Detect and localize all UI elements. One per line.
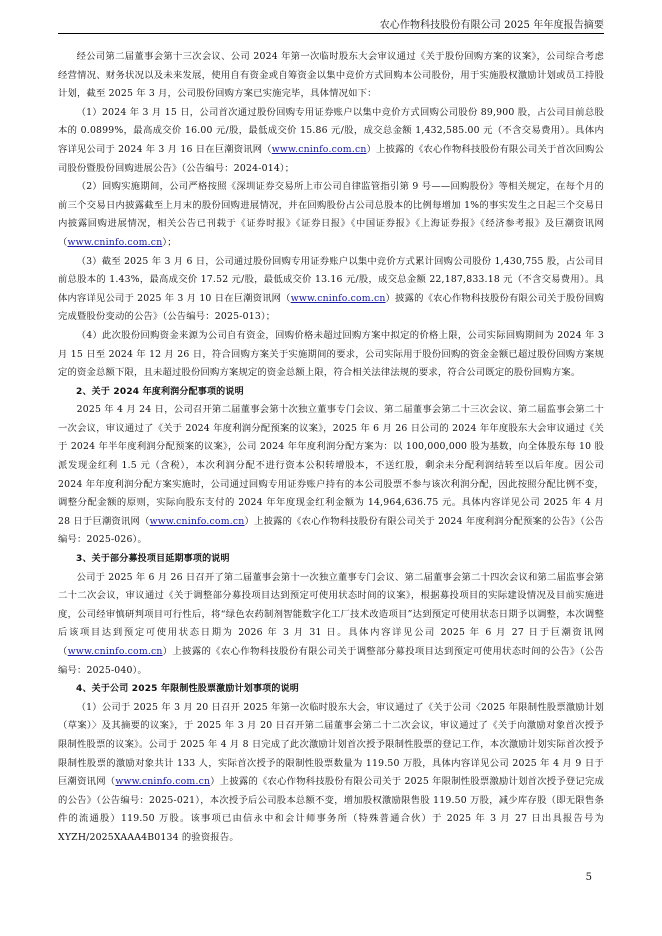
repurchase-item-2-text-end: ）； <box>162 236 177 248</box>
dividend-body <box>58 401 604 550</box>
page-number: 5 <box>585 872 592 883</box>
cninfo-link[interactable]: www.cninfo.com.cn <box>67 646 163 657</box>
repurchase-item-3-text-end: ）披露的《农心作物科技股份有限公司关于股份回购完成暨股份变动的公告》（公告编号：2025-013）； <box>58 292 605 323</box>
header-divider <box>58 33 604 34</box>
repurchase-item-1 <box>58 104 604 178</box>
incentive-body <box>58 699 604 848</box>
fundraising-heading: 3、关于部分募投项目延期事项的说明 <box>76 554 230 565</box>
dividend-heading: 2、关于 2024 年度利润分配事项的说明 <box>76 386 244 397</box>
fundraising-body-text-end: ）上披露的《农心作物科技股份有限公司关于调整部分募投项目达到预定可使用状态时间的公告》（公告编号：2025-040）。 <box>58 646 604 676</box>
incentive-heading: 4、关于公司 2025 年限制性股票激励计划事项的说明 <box>76 684 299 695</box>
cninfo-link[interactable]: www.cninfo.com.cn <box>149 515 245 527</box>
cninfo-link[interactable]: www.cninfo.com.cn <box>67 236 163 248</box>
repurchase-intro: 经公司第二届董事会第十三次会议、公司 2024 年第一次临时股东大会审议通过《关于股份回购方案的议案》，公司综合考虑经营情况、财务状况以及未来发展，使用自有资金或自筹资金以集中竞价方式回购本公司股份，用于实施股权激励计划或员工持股计划，截至 2025 年 3 月，公司股份回购方案已实施完毕，具体情况如下： <box>58 51 604 100</box>
report-header-title: 农心作物科技股份有限公司 2025 年年度报告摘要 <box>379 20 604 31</box>
cninfo-link[interactable]: www.cninfo.com.cn <box>115 776 211 788</box>
fundraising-body-text: 公司于 2025 年 6 月 26 日召开了第二届董事会第十一次独立董事专门会议、第二届董事会第二十四次会议和第二届监事会第二十二次会议，审议通过《关于调整部分募投项目达到预定可使用状态时间的议案》，根据募投项目的实际建设情况及目前实施进度，公司经审慎研判项目可行性后，将“绿色农药制剂智能数字化工厂技术改造项目”达到预定可使用状态日期予以调整，本次调整后该项目达到预定可使用状态日期为 2026 年 3 月 31 日。具体内容详见公司 2025 年 6 月 27 日于巨潮资讯网（ <box>58 571 604 657</box>
dividend-body-text: 2025 年 4 月 24 日，公司召开第二届董事会第十次独立董事专门会议、第二届董事会第二十三次会议、第二届监事会第二十一次会议，审议通过了《关于 2024 年度利润分配预案的议案》，2025 年 6 月 26 日公司的 2024 年年度股东大会审议通过《关于 2024 年半年度利润分配预案的议案》，公司 2024 年年度利润分配方案为：以 100,000,000 股为基数，向全体股东每 10 股派发现金红利 1.5 元（含税），本次利润分配不进行资本公积转增股本，不送红股，剩余未分配利润结转至以后年度。因公司 2024 年年度利润分配方案实施时，公司通过回购专用证券账户持有的本公司股票不参与该次利润分配，因此按照分配比例不变，调整分配金额的原则，实际向股东支付的 2024 年年度现金红利金额为 14,964,636.75 元。具体内容详见公司 2025 年 4 月 28 日于巨潮资讯网（ <box>58 404 604 527</box>
cninfo-link[interactable]: www.cninfo.com.cn <box>290 292 386 304</box>
incentive-body-text-end: ）上披露的《农心作物科技股份有限公司关于 2025 年限制性股票激励计划首次授予登记完成的公告》（公告编号：2025-021），本次授予后公司股本总额不变，增加股权激励限售股 119.50 万股，减少库存股（即无限售条件的流通股）119.50 万股。该事项已由信永中和会计师事务所（特殊普通合伙）于 2025 年 3 月 27 日出具报告号为 XYZH/2025XAAA4B0134 的验资报告。 <box>58 776 605 843</box>
repurchase-item-2 <box>58 178 604 252</box>
repurchase-item-3 <box>58 253 604 327</box>
repurchase-item-3-text: （3）截至 2025 年 3 月 6 日，公司通过股份回购专用证券账户以集中竞价方式累计回购公司股份 1,430,755 股，占公司目前总股本的 1.43%，最高成交价 17.52 元/股，最低成交价 13.16 元/股，成交总金额 22,187,833.18 元（不含交易费用）。具体内容详见公司于 2025 年 3 月 10 日在巨潮资讯网（ <box>58 255 604 304</box>
incentive-body-text: （1）公司于 2025 年 3 月 20 日召开 2025 年第一次临时股东大会，审议通过了《关于公司〈2025 年限制性股票激励计划（草案）〉及其摘要的议案》，于 2025 年 3 月 20 日召开第二届董事会第二十二次会议，审议通过了《关于向激励对象首次授予限制性股票的议案》。公司于 2025 年 4 月 8 日完成了此次激励计划首次授予限制性股票的登记工作，本次激励计划实际首次授予限制性股票的激励对象共计 133 人，实际首次授予的限制性股票数量为 119.50 万股，具体内容详见公司 2025 年 4 月 9 日于巨潮资讯网（ <box>58 701 604 788</box>
cninfo-link[interactable]: www.cninfo.com.cn <box>271 143 367 155</box>
document-body <box>58 48 604 848</box>
repurchase-item-1-text-end: ）上披露的《农心作物科技股份有限公司关于首次回购公司股份暨股份回购进展公告》（公告编号：2024-014）； <box>58 143 605 174</box>
repurchase-item-2-text: （2）回购实施期间，公司严格按照《深圳证券交易所上市公司自律监管指引第 9 号——回购股份》等相关规定，在每个月的前三个交易日内披露截至上月末的股份回购进展情况，并在回购股份占公司总股本的比例每增加 1%的事实发生之日起三个交易日内披露回购进展情况，相关公告已刊载于《证券时报》《证券日报》《中国证券报》《上海证券报》《经济参考报》及巨潮资讯网（ <box>58 181 604 248</box>
dividend-body-text-end: ）上披露的《农心作物科技股份有限公司关于 2024 年度利润分配预案的公告》（公告编号：2025-026）。 <box>58 515 604 546</box>
fundraising-body <box>58 569 604 681</box>
repurchase-item-4: （4）此次股份回购资金来源为公司自有资金，回购价格未超过回购方案中拟定的价格上限，公司实际回购期间为 2024 年 3 月 15 日至 2024 年 12 月 26 日，符合回购方案关于实施期间的要求，公司实际用于股份回购的资金金额已超过股份回购方案规定的资金总额下限，且未超过股份回购方案规定的资金总额上限，符合相关法律法规的要求，符合公司既定的股份回购方案。 <box>58 329 604 379</box>
repurchase-item-1-text: （1）2024 年 3 月 15 日，公司首次通过股份回购专用证券账户以集中竞价方式回购公司股份 89,900 股，占公司目前总股本的 0.0899%，最高成交价 16.00 元/股，最低成交价 15.86 元/股，成交总金额 1,432,585.00 元（不含交易费用）。具体内容详见公司于 2024 年 3 月 16 日在巨潮资讯网（ <box>58 106 604 155</box>
